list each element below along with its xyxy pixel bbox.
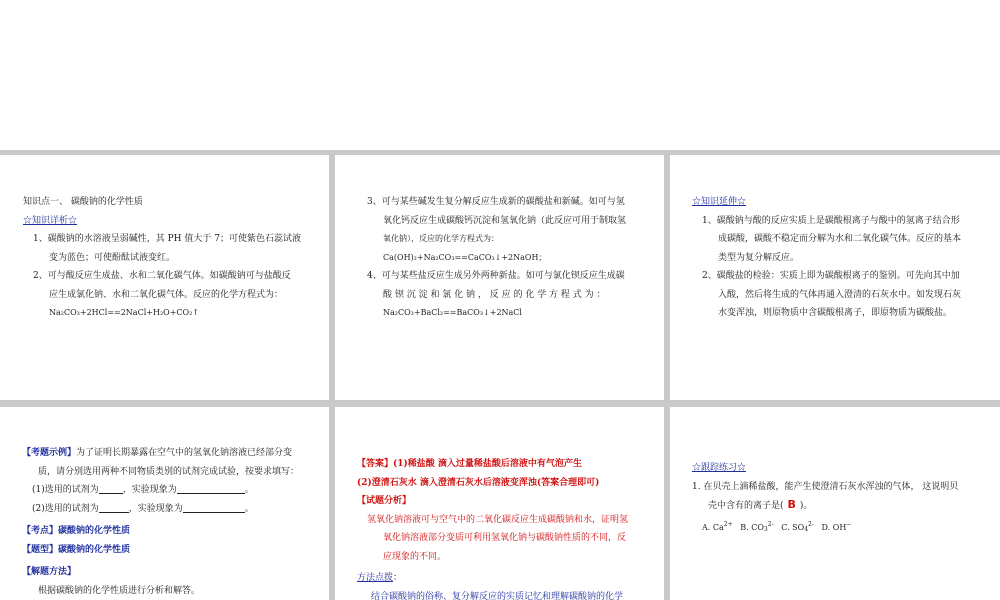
tixing-label: 【题型】碳酸钠的化学性质 xyxy=(22,544,131,555)
answer-blank-1b[interactable] xyxy=(177,483,245,494)
slide-6[interactable] xyxy=(670,407,1000,600)
question-line-2: 壳中含有的离子是( xyxy=(708,501,784,511)
question-1-middle: ，实验现象为 xyxy=(122,485,177,495)
analysis-line-3: 应现象的不同。 xyxy=(383,551,447,562)
section-heading: ☆知识延伸☆ xyxy=(692,197,747,207)
analysis-line-1: 氢氧化钠溶液可与空气中的二氧化碳反应生成碳酸钠和水，证明氢 xyxy=(367,514,629,525)
example-line-1: 为了证明长期暴露在空气中的氢氧化钠溶液已经部分变 xyxy=(76,448,293,458)
question-2-end: 。 xyxy=(244,503,254,514)
point-2-line-2: 应生成氯化钠、水和二氧化碳气体。反应的化学方程式为： xyxy=(49,289,284,300)
answer-mark: B xyxy=(787,498,796,511)
answer-line-2: (2)澄清石灰水 滴入澄清石灰水后溶液变浑浊(答案合理即可) xyxy=(357,477,600,488)
point-4-line-2: 酸 钡 沉 淀 和 氯 化 钠 ， 反 应 的 化 学 方 程 式 为 ： xyxy=(383,289,606,300)
option-d[interactable]: D. OH− xyxy=(821,520,852,532)
method-tag: 【解题方法】 xyxy=(22,567,77,577)
question-1-prefix: (1)选用的试剂为 xyxy=(32,485,99,495)
top-blank-area xyxy=(0,0,1000,150)
option-c[interactable]: C. $SO4^{2-}$ xyxy=(781,520,814,533)
point-2-line-1: 2、碳酸盐的检验：实质上即为碳酸根离子的鉴别。可先向其中加 xyxy=(702,271,960,281)
tip-tag: 方法点拨 xyxy=(357,573,394,583)
point-1-line-3: 类型为复分解反应。 xyxy=(718,252,800,263)
point-2-line-3: 水变浑浊，则原物质中含碳酸根离子，即原物质为碳酸盐。 xyxy=(718,308,953,318)
question-line-1: 1. 在贝壳上滴稀盐酸，能产生使澄清石灰水浑浊的气体， 这说明贝 xyxy=(692,481,959,492)
question-line-2-end: )。 xyxy=(799,501,813,511)
point-1-line-2: 变为蓝色；可使酚酞试液变红。 xyxy=(49,252,176,263)
answer-blank-2a[interactable] xyxy=(99,502,129,513)
topic-title: 知识点一、 碳酸钠的化学性质 xyxy=(23,197,143,207)
tip-colon: ： xyxy=(393,573,403,583)
example-line-2: 质，请分别选用两种不同物质类别的试剂完成试验，按要求填写： xyxy=(38,466,300,477)
slide-5[interactable] xyxy=(335,407,664,600)
equation: Na₂CO₃+2HCl==2NaCl+H₂O+CO₂↑ xyxy=(49,308,199,317)
analysis-tag: 【试题分析】 xyxy=(357,496,412,506)
answer-blank-2b[interactable] xyxy=(183,502,245,513)
point-1-line-2: 成碳酸，碳酸不稳定而分解为水和二氧化碳气体。反应的基本 xyxy=(718,234,962,244)
point-3-line-2: 氧化钙反应生成碳酸钙沉淀和氢氧化钠（此反应可用于制取氢 xyxy=(383,215,627,226)
equation: Na₂CO₃+BaCl₂==BaCO₃↓+2NaCl xyxy=(383,308,522,317)
section-heading: ☆知识详析☆ xyxy=(23,215,78,226)
kaodian-label: 【考点】碳酸钠的化学性质 xyxy=(22,526,131,536)
answer-line-1: 【答案】(1)稀盐酸 滴入过量稀盐酸后溶液中有气泡产生 xyxy=(357,459,582,469)
answer-blank-1a[interactable] xyxy=(99,483,123,494)
slide-2[interactable] xyxy=(335,155,664,400)
point-3-line-1: 3、可与某些碱发生复分解反应生成新的碳酸盐和新碱。如可与氢 xyxy=(367,197,625,207)
option-b[interactable]: B. $CO3^{2-}$ xyxy=(740,520,774,533)
question-2-middle: ，实验现象为 xyxy=(128,503,183,514)
question-2-prefix: (2)选用的试剂为 xyxy=(32,503,99,514)
analysis-line-2: 氧化钠溶液部分变质可利用氢氧化钠与碳酸钠性质的不同，反 xyxy=(383,533,627,543)
slide-3[interactable] xyxy=(670,155,1000,400)
slide-4[interactable] xyxy=(0,407,329,600)
slide-1[interactable] xyxy=(0,155,329,400)
point-3-line-3: 氧化钠），反应的化学方程式为：Ca(OH)₂+Na₂CO₃==CaCO₃↓+2NaOH； xyxy=(383,234,547,262)
point-2-line-2: 入酸，然后将生成的气体再通入澄清的石灰水中。如发现石灰 xyxy=(718,289,962,300)
point-4-line-1: 4、可与某些盐反应生成另外两种新盐。如可与氯化钡反应生成碳 xyxy=(367,271,625,281)
point-2-line-1: 2、可与酸反应生成盐、水和二氧化碳气体。如碳酸钠可与盐酸反 xyxy=(33,271,291,281)
section-heading: ☆跟踪练习☆ xyxy=(692,463,747,473)
point-1-line-1: 1、碳酸钠的水溶液呈弱碱性，其 PH 值大于 7；可使紫色石蕊试液 xyxy=(33,234,301,244)
tip-text: 结合碳酸钠的俗称、复分解反应的实质记忆和理解碳酸钠的化学 xyxy=(371,591,624,600)
option-a[interactable]: A. $Ca^{2+}$ xyxy=(702,520,733,532)
point-1-line-1: 1、碳酸钠与酸的反应实质上是碳酸根离子与酸中的氢离子结合形 xyxy=(702,215,960,226)
method-text: 根据碳酸钠的化学性质进行分析和解答。 xyxy=(38,585,201,596)
slide-grid xyxy=(0,150,1000,600)
question-1-end: 。 xyxy=(244,485,254,495)
example-tag: 【考题示例】 xyxy=(22,448,77,458)
